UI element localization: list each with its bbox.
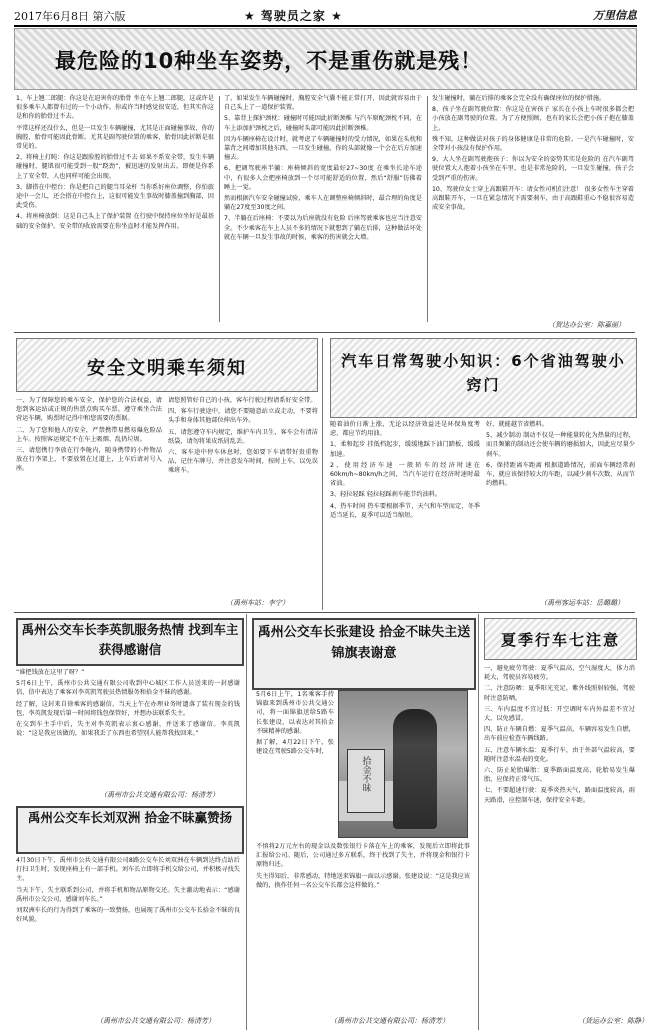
person-figure	[393, 709, 437, 829]
paragraph: 三、请您携行李放在行李舱内，随身携带的小件物品放在行李架上，不要放置在过道上，上车后请对号入座。	[16, 447, 162, 473]
article1-col3	[432, 94, 634, 316]
paragraph: 4、将座椅放倒：这是自己头上了保护装置 在行驶中保持座位坐好是最基础的安全保护。安全带的收放需要在你坐直时才能发挥作用。	[16, 213, 214, 230]
banner-title: 最危险的10种坐车姿势，不是重伤就是残！	[55, 49, 483, 73]
paragraph: 5、减少制动 制动不仅是一种能量转化为热量的过程，而且频繁的制动还会使车辆的磨损加大，因此应尽量少刹车。	[486, 432, 635, 458]
paragraph: 10、驾驶位女士穿上高跟鞋开车：请女性司机们注意！ 很多女性车主穿着高跟鞋开车，一旦在紧急情况下需要刹车，由于高跟鞋重心不稳很容易造成安全事故。	[432, 185, 634, 212]
paragraph: 6、保持距离车距离 根据道路情况，前面车辆经常刹车，就应该保持较大的车距，以减少刹车次数，从而节约燃料。	[486, 461, 635, 488]
paragraph: 3、轻拉轻踩 轻拉轻踩刹车能节约油料。	[330, 491, 442, 499]
paragraph: 2、将椅上打盹：你这是跟脸腔的胎骨过不去 如果不系安全带，发生车辆碰撞时，腿肌很可能受到一股“跷劲”，被迅速的发射出去。即便是你系上了安全带，人也同样可能会出现。	[16, 154, 214, 180]
paragraph: 好，就能越节省燃料。	[486, 421, 548, 428]
zhang-signature: （禹州市公共交通有限公司：杨清芳）	[330, 1017, 449, 1025]
tips-col1	[330, 420, 480, 596]
article1-col2	[224, 94, 422, 324]
paragraph: 1、车上翘二郎腿：你这是在迫害你的胎骨 坐在车上翘二郎腿，这或许是很多乘车人都曾有过的一个小动作。你或许当时感觉很安适，但其实你这是和你的胎骨过不去。	[16, 95, 214, 121]
silk-banner	[347, 749, 385, 813]
paragraph: 1、柔和起步 挂低档起步，缓缓地踩下油门踏板，缓缓加速。	[330, 441, 480, 458]
paragraph: 七、不要超速行驶：夏季炎热天气，路面温度较高，雨天路滑，应控制车速，保持安全车距。	[484, 787, 635, 804]
summer-body	[484, 664, 635, 1012]
paragraph: 殊不知，这种做法对孩子的身体健康是非常的危险。一是汽车碰撞时，安全带对小孩没有保护作用。	[432, 135, 634, 153]
column-divider	[246, 614, 247, 1030]
paragraph: 六、客车途中停车休息时，您如要下车请带好贵重物品，记住车牌号，并注意发车时间，按时上车，以免误乘班车。	[168, 449, 318, 475]
section-divider	[14, 332, 635, 333]
page-header	[14, 6, 637, 24]
article1-signature: （贺达办公室：陈嘉丽）	[548, 321, 625, 329]
paragraph: 五、注意车辆水温：夏季行车，由于外部气温较高，要随时注意水温表的变化。	[484, 746, 635, 763]
paragraph: 四、客车行驶途中，请您不要随意站立或走动，不要将头手和身体其他部位伸出车外。	[168, 408, 318, 425]
safety-col1	[16, 396, 162, 596]
tips-title: 汽车日常驾驶小知识：6个省油驾驶小窍门	[341, 352, 626, 394]
liu-article-header	[16, 806, 244, 854]
paragraph: 五、请您遵守车内规定，维护车内卫生，客车会有清洁纸袋，请勿将果皮纸屑乱丢。	[168, 428, 318, 445]
column-divider	[478, 614, 479, 1030]
paragraph: “谁把钱放在这里了呀？”	[16, 669, 85, 676]
paragraph: 六、防止轮胎爆胎：夏季路面温度高，轮胎易发生爆胎，应保持正常气压。	[484, 767, 635, 784]
zhang-photo	[338, 690, 468, 838]
paragraph: 一、为了保障您的乘车安全，保护您的合法权益，请您到客运站或正规的售票点购买车票。遵守乘坐合法营运车辆，购票时记得中和您需要的票据。	[16, 397, 162, 423]
paragraph: 一、避免疲劳驾驶：夏季气温高，空气湿度大，体力消耗大，驾驶员容易疲劳。	[484, 665, 635, 682]
tips-col2	[486, 420, 635, 596]
paragraph: 据了解，4月22日下午，张建设在驾驶5路公交车时，	[256, 739, 334, 756]
paragraph: 在交到车主手中后，失主对李英凯表示衷心感谢，并送来了感谢信。李英凯说：“这是我应该做的，如果我丢了东西也希望别人能帮我找回来。”	[16, 721, 240, 738]
paragraph: 四、防止车辆自燃：夏季气温高，车辆容易发生自燃，出车前应检查车辆线路。	[484, 726, 635, 743]
newspaper-name: ★ 驾驶员之家 ★	[244, 9, 343, 23]
zhang-article-title: 禹州公交车长张建设 拾金不昧失主送锦旗表谢意	[257, 625, 471, 661]
paragraph: 二、为了您和他人的安全，严禁携带易燃易爆危险品上车。按照客运规定不在车上吸烟、乱扔垃圾。	[16, 426, 162, 443]
paragraph: 4月30日下午，禹州市公共交通有限公司8路公交车长刘双洲在车辆到达终点站后打扫卫生时，发现座椅上有一部手机。刘车长立即将手机交给公司，并积极寻找失主。	[16, 857, 240, 883]
brand-name: 万里信息	[593, 9, 637, 22]
tips-header	[330, 338, 637, 418]
paragraph: 7、半躺在后座椅：不要以为后座就没有危险 后座驾驶乘客也应当注意安全。不少乘客在车上人员不多的情况下就想到了躺在后排，这种做法坏处就在车辆一旦发生事故的时候，乘客的伤害就会大增。	[224, 215, 422, 241]
column-divider	[427, 96, 428, 322]
header-rule	[14, 25, 637, 27]
paragraph: 发生碰撞时，躺在后排的乘客会完全没有确保座位的保护措施。	[432, 95, 606, 102]
top-banner	[14, 28, 637, 90]
liu-signature: （禹州市公共交通有限公司：杨清芳）	[96, 1017, 215, 1025]
summer-header	[484, 618, 637, 660]
paragraph: 不慎将2万元左右的现金以及数张银行卡落在车上的乘客，发现后立即将此事汇报给公司。随后，公司通过多方联系，终于找到了失主，并将现金和银行卡原物归还。	[256, 843, 470, 869]
paragraph: 6、把调驾驶座半躺：座椅倾斜的宽度最好27~30度 在乘坐长途车途中，有很多人会把座椅放到一个尽可能舒适的位置，然后“舒服”仿佛着睡上一觉。	[224, 165, 422, 191]
tips-signature: （禹州客运车站：岳璐璐）	[540, 599, 624, 607]
paragraph: 因为车辆座椅在设计时，就考虑了车辆碰撞时的受力情况，如果在头枕和靠背之间增加其他东西，一旦发生碰撞，你的头部就像一个会在后方加速撞去。	[224, 135, 422, 162]
paragraph: 8、孩子坐在副驾驶位置：你这是在害孩子 家长在小孩上车时很多都会把小孩放在副驾驶的位置。为了方便照顾，也有的家长会把小孩子抱在膝盖上。	[432, 106, 634, 132]
zhang-article-body	[256, 842, 470, 1012]
li-article-body	[16, 668, 240, 788]
paragraph: 了，如果发生车辆碰撞时，胸腔安全气囊不能正常打开，因此就容易由于自己头上了一道保护装置。	[224, 95, 422, 112]
li-article-header	[16, 618, 244, 666]
paragraph: 9、大人坐在副驾驶抱孩子：你以为安全的姿势其实是危险的 在汽车副驾驶位置大人抱着小孩坐在车里，也是非常危险的，一旦发生碰撞，孩子会受到严重的伤害。	[432, 156, 634, 182]
zhang-article-side	[256, 690, 334, 840]
paragraph: 请您照管好自己的小孩，客车行驶过程请系好安全带。	[168, 397, 317, 404]
paragraph: 5月6日上午，1名乘客手持锦旗来到禹州市公共交通公司，将一面锦旗送给5路车长张建设，以表达对其拾金不昧精神的感谢。	[256, 691, 334, 735]
summer-title: 夏季行车七注意	[500, 631, 620, 649]
safety-header	[16, 338, 318, 392]
paragraph: 平常这样还没什么，但是一旦发生车辆碰撞，尤其是正面碰撞事故，你的胸腔，胎骨可能因此骨断。尤其是副驾驶位置的乘客，胎骨因此折断是很常见的。	[16, 124, 214, 151]
paragraph: 5月6日上午，禹州市公共交通有限公司收到中心城区工作人员送来的一封感谢信，信中表达了乘客对李英凯驾驶员热情服务和拾金不昧的感谢。	[16, 680, 240, 697]
li-signature: （禹州市公共交通有限公司：杨清芳）	[100, 791, 219, 799]
safety-col2	[168, 396, 318, 596]
article1-col1	[16, 94, 214, 324]
safety-signature: （禹州车站：李宁）	[226, 599, 289, 607]
summer-signature: （货运办公室：陈静）	[578, 1017, 648, 1025]
paragraph: 经了解，这封来自徐乘客的感谢信，当天上午在办理业务时遗落了装有现金的钱包，李英凯发现后第一时间将钱包保管好，并想办法联系失主。	[16, 700, 240, 717]
liu-article-body	[16, 856, 240, 1012]
paragraph: 随着油价日渐上涨，无论以经济效益还是环保角度考虑，都应节约用油。	[330, 421, 480, 438]
column-divider	[219, 96, 220, 322]
paragraph: 然而根据汽车安全碰撞试验，乘车人在调整座椅倾斜时，最合理的角度是躺在27度至30度之间。	[224, 195, 422, 212]
paragraph: 刘双洲车长的行为得到了乘客的一致赞扬，也展现了禹州市公交车长拾金不昧的良好风貌。	[16, 907, 240, 924]
paragraph: 3、脚搭在中控台：你是把自己的腿当耳朵杆 当你系好座位调整，你怕旅途中一会儿，还会搭在中控台上，这很可能发生事故时膝盖撞到胸部，因此受伤。	[16, 183, 214, 210]
silk-banner-text: 拾金不昧	[360, 756, 371, 792]
paragraph: 二、注意防晒：夏季阳光充足，紫外线照射较强，驾驶时注意防晒。	[484, 685, 635, 702]
column-divider	[322, 338, 323, 610]
li-article-title: 禹州公交车长李英凯服务热情 找到车主获得感谢信	[21, 622, 239, 657]
issue-date: 2017年6月8日 第六版	[14, 10, 126, 23]
paragraph: 5、靠背上探护颈枕：碰撞时可能因此折断颈椎 与汽车原配颈枕不同，在车上添加护颈枕之后，碰撞时头部可能因此折断颈椎。	[224, 115, 422, 132]
paragraph: 4、热车时间 热车要根据季节，天气和车型而定，冬季适当延长，夏季可以适当缩短。	[330, 502, 480, 519]
paragraph: 2、使用经济车速 一般轿车的经济时速在60km/h~80km/h之间，当汽车运行在经济时速时最省油。	[330, 461, 480, 488]
safety-title: 安全文明乘车须知	[87, 358, 247, 379]
paragraph: 失主得知后，非常感动，特地送来锦旗一面以示感谢。张建设说：“这是我应该做的，换作任何一名公交车长都会这样做的。”	[256, 872, 470, 889]
section-divider	[14, 612, 635, 613]
zhang-article-header	[252, 618, 476, 690]
paragraph: 当天下午，失主联系到公司，并将手机和物品原物交还。失主激动地表示：“感谢禹州市公交公司，感谢刘车长。”	[16, 886, 240, 903]
liu-article-title: 禹州公交车长刘双洲 拾金不昧赢赞扬	[27, 810, 233, 825]
paragraph: 三、车内温度不宜过低：开空调时车内外温差不宜过大，以免感冒。	[484, 705, 635, 723]
